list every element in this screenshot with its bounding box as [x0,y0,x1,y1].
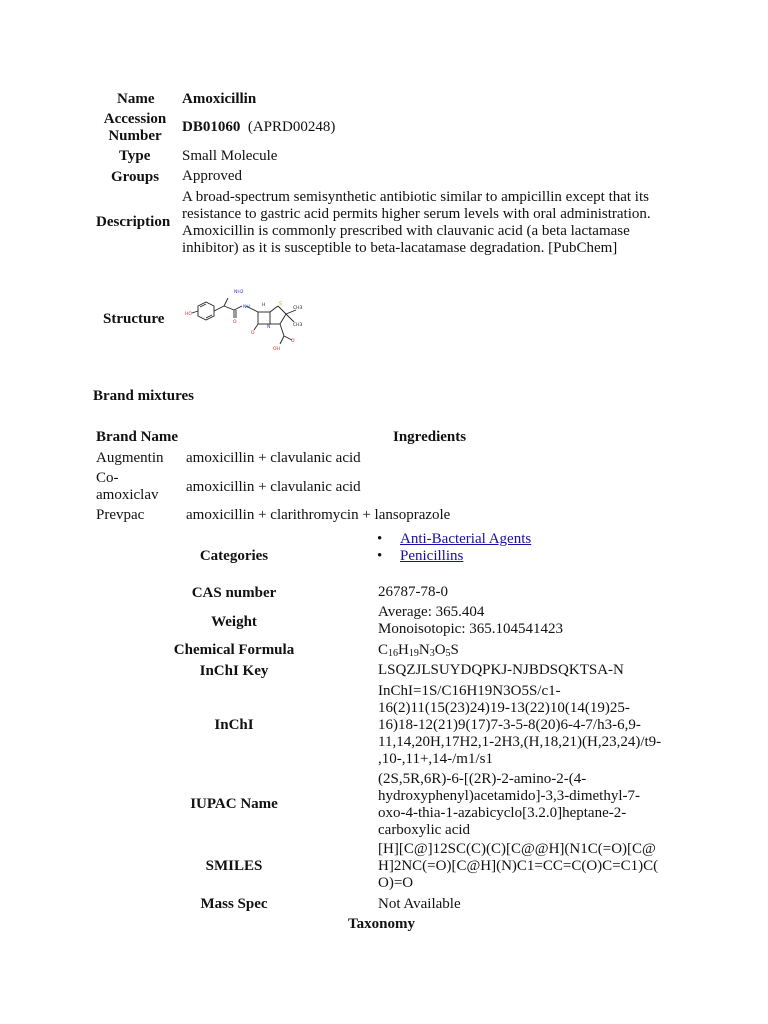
massspec-value: Not Available [378,896,461,912]
brand-name-line: Co- [96,470,119,486]
category-link-anti-bacterial-agents[interactable]: Anti-Bacterial Agents [400,531,532,547]
formula-element: C [378,642,389,658]
ch3-atom: CH3 [293,323,303,328]
inchi-line: 11,14,20H,17H2,1-2H3,(H,18,21)(H,23,24)/t9- [378,734,662,750]
iupac-value [378,771,640,839]
name-value: Amoxicillin [182,91,257,107]
smiles-line: H]2NC(=O)[C@H](N)C1=CC=C(O)C=C1)C( [378,858,659,874]
o-atom: O [233,320,237,325]
description-line: resistance to gastric acid permits higher serum levels with oral administration. [182,206,651,222]
weight-label: Weight [211,614,257,630]
structure-label: Structure [103,311,165,327]
groups-value: Approved [182,168,242,184]
smiles-line: O)=O [378,875,414,891]
accession-label-line1: Accession [103,111,167,127]
accession-alt: (APRD00248) [247,119,336,135]
inchi-line: 16(2)11(15(23)24)19-13(22)10(14(19)25- [378,700,630,716]
formula-count: 5 [445,648,451,659]
iupac-line: (2S,5R,6R)-6-[(2R)-2-amino-2-(4- [378,771,587,787]
description-text [182,189,651,257]
description-label: Description [96,214,171,230]
benzene-ring [198,302,214,320]
type-value: Small Molecule [182,148,278,164]
ch3-atom: CH3 [293,306,303,311]
cas-label: CAS number [191,585,277,601]
oh-atom: OH [273,347,280,352]
type-label: Type [119,148,151,164]
inchi-value [378,683,661,768]
inchi-label: InChI [214,717,254,733]
ingredients-cell: amoxicillin + clavulanic acid [186,479,361,495]
weight-monoisotopic: Monoisotopic: 365.104541423 [378,621,564,637]
formula-element: N [418,642,430,658]
brand-name-cell [96,470,158,504]
taxonomy-heading: Taxonomy [348,916,415,932]
formula-count: 19 [408,648,419,659]
list-item [375,531,531,548]
inchi-line: 16)18-12(21)9(17)7-3-5-8(20)6-4-7/h3-6,9- [378,717,641,733]
brand-name-cell: Prevpac [96,507,145,523]
o-atom: O [291,339,295,344]
iupac-line: carboxylic acid [378,822,471,838]
weight-average: Average: 365.404 [378,604,485,620]
massspec-label: Mass Spec [200,896,268,912]
h-atom: H [262,303,266,308]
category-link-penicillins[interactable]: Penicillins [400,548,464,564]
accession-label-line2: Number [108,128,162,144]
formula-count: 3 [429,648,435,659]
name-label: Name [117,91,155,107]
formula-element: H [398,642,409,658]
n-atom: N [267,325,271,330]
weight-value [378,604,563,638]
iupac-line: hydroxyphenyl)acetamido]-3,3-dimethyl-7- [378,788,641,804]
formula-label: Chemical Formula [173,642,295,658]
iupac-line: oxo-4-thia-1-azabicyclo[3.2.0]heptane-2- [378,805,627,821]
categories-list [375,531,531,565]
brand-mixtures-heading: Brand mixtures [93,388,194,404]
iupac-label: IUPAC Name [190,796,278,812]
description-line: A broad-spectrum semisynthetic antibiotic similar to ampicillin except that its [182,189,649,205]
description-line: inhibitor) as it is susceptible to beta-lacatamase degradation. [PubChem] [182,240,618,256]
molecule-structure-image [182,284,303,360]
cas-value: 26787-78-0 [378,584,448,600]
brand-name-header: Brand Name [96,429,179,445]
smiles-line: [H][C@]12SC(C)(C)[C@@H](N1C(=O)[C@ [378,841,656,857]
bullet-icon: • [377,548,383,564]
smiles-value [378,841,658,892]
formula-count: 16 [388,648,399,659]
brand-name-cell: Augmentin [96,450,164,466]
accession-value [182,119,335,136]
formula-element: S [450,642,459,658]
nh2-atom: NH2 [234,290,244,295]
inchikey-label: InChI Key [199,663,269,679]
bullet-icon: • [377,531,383,547]
ingredients-cell: amoxicillin + clavulanic acid [186,450,361,466]
formula-element: O [434,642,446,658]
ingredients-header: Ingredients [393,429,467,445]
accession-label [90,111,180,145]
categories-label: Categories [199,548,269,564]
groups-label: Groups [111,169,160,185]
nh-atom: NH [243,305,250,310]
description-line: Amoxicillin is commonly prescribed with clauvanic acid (a beta lactamase [182,223,630,239]
formula-value [378,642,459,659]
list-item [375,548,531,565]
s-atom: S [279,302,282,307]
inchi-line: InChI=1S/C16H19N3O5S/c1- [378,683,561,699]
brand-name-line: amoxiclav [96,487,159,503]
inchi-line: ,10-,11+,14-/m1/s1 [378,751,493,767]
o-atom: O [251,331,255,336]
accession-id: DB01060 [182,119,241,135]
inchikey-value: LSQZJLSUYDQPKJ-NJBDSQKTSA-N [378,662,624,678]
smiles-label: SMILES [205,858,263,874]
ingredients-cell: amoxicillin + clarithromycin + lansoprazole [186,507,451,523]
ho-atom: HO [185,312,192,317]
